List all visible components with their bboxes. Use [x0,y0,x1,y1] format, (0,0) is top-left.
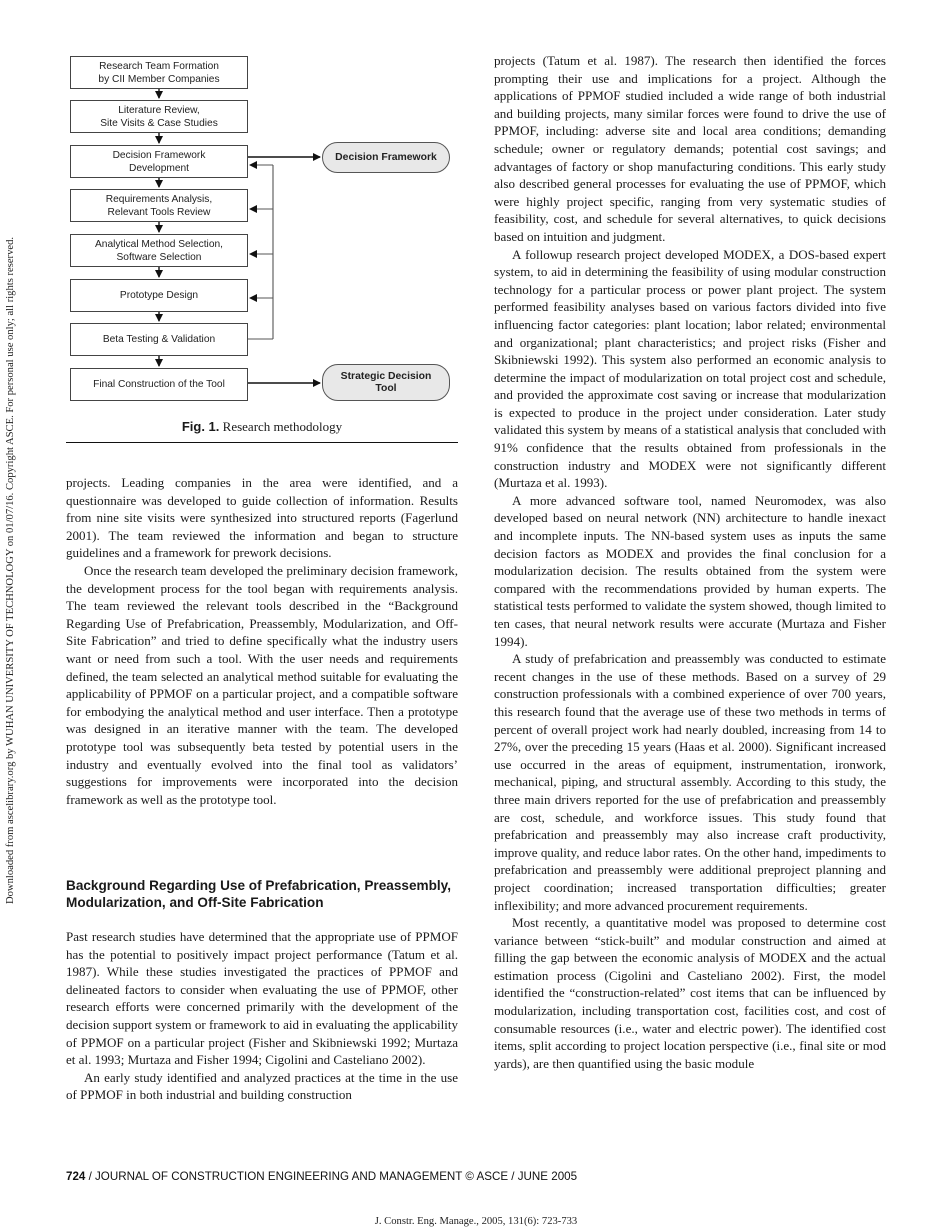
paragraph: Once the research team developed the preliminary decision framework, the development process for the tool began with requirements analysis. The team reviewed the relevant tools described in the “Background Regarding Use of Prefabrication, Preassembly, Modularization, and Off-Site Fabrication” and tried to define specifically what the industry users want or need from such a tool. With the user needs and requirements defined, the team selected an analytical method suitable for evaluating the applicability of PPMOF on a particular project, and a compatible software for embodying the analytical method and user interface. Then a prototype was designed in an iterative manner with the team. The developed prototype tool was subsequently beta tested by potential users in the industry and eventually evolved into the final tool as validators’ suggestions for improvements were incorporated into the decision framework as well as the prototype tool. [66,562,458,807]
flow-step-method-selection [70,234,248,267]
step-text: Beta Testing & Validation [102,334,216,345]
step-text: Literature Review, [118,104,200,116]
running-footer [66,1170,577,1183]
paragraph: projects. Leading companies in the area were identified, and a questionnaire was developed to guide collection of information. Results from nine site visits were synthesized into structured reports (Fagerlund 2001). The team reviewed the information and began to structure guidelines and a framework for prework decisions. [66,475,458,561]
step-text: Relevant Tools Review [107,206,211,218]
paragraph: A more advanced software tool, named Neuromodex, was also developed based on neural network (NN) architecture to handle inexact and incomplete inputs. The NN-based system uses as inputs the same decision factors as MODEX and provides the final conclusion for a modularization decision. The results obtained from the system were compared with the recommendations provided by human experts. The statistical tests performed to validate the system showed, though limited to ten cases, that neural network results were accurate (Murtaza and Fisher 1994). [494,492,886,649]
flow-step-team-formation [70,56,248,89]
paragraph: An early study identified and analyzed practices at the time in the use of PPMOF in both industrial and building construction [66,1069,458,1103]
flow-step-decision-framework-development [70,145,248,178]
section-heading: Background Regarding Use of Prefabrication, Preassembly, Modularization, and Off-Site Fabrication [66,878,452,910]
paragraph: A study of prefabrication and preassembly was conducted to estimate recent changes in the use of these methods. Based on a survey of 29 construction professionals with a combined experience of over 700 years, this research found that the average use of these two methods in terms of percent of overall project work had nearly doubled, increasing from 14 to 27%, over the preceding 15 years (Haas et al. 2000). Significant increased use occurred in the areas of equipment, instrumentation, ironwork, mechanical, piping, and structural assembly. According to this study, the three main drivers reported for the use of prefabrication and preassembly are cost, schedule, and workforce issues. This study found that prefabrication and preassembly may also increase craft productivity, improve quality, and reduce labor rates. On the other hand, impediments to prefabrication and preassembly were additional preproject planning and project coordination; increased transportation difficulties; greater inflexibility; and more advanced procurement requirements. [494,651,886,913]
figure-divider [66,442,458,443]
step-text: Development [128,162,190,174]
left-column-body [66,474,458,808]
step-text: by CII Member Companies [98,73,220,85]
output-decision-framework [322,142,450,173]
step-text: Research Team Formation [99,60,219,72]
left-column-section [66,877,458,1104]
figure-label: Fig. 1. [181,419,220,434]
journal-running-title: / JOURNAL OF CONSTRUCTION ENGINEERING AND MANAGEMENT © ASCE / JUNE 2005 [85,1170,578,1183]
flow-step-literature-review [70,100,248,133]
paragraph: Most recently, a quantitative model was proposed to determine cost variance between “stick-built” and modular construction and aimed at filling the gap between the economic analysis of MODEX and the actual estimation process (Cigolini and Casteliano 2002). First, the model identified the “construction-related” cost items that can be influenced by modularization, including transportation cost, facilities cost, and cost of consumable resources (i.e., water and electric power). The identified cost items, split according to project location perspective (i.e., final site or mod yards), are then quantified using the basic module [494,915,886,1071]
figure-caption [66,419,458,435]
step-text: Requirements Analysis, [105,193,213,205]
paragraph: A followup research project developed MODEX, a DOS-based expert system, to aid in determining the feasibility of using modular construction technology for a particular process or power plant project. The system performed feasibility analyses based on various factors divided into five influencing factor categories: plant location; labor related; environmental and organizational; plant characteristics; and project risks (Fisher and Skibniewski 1992). This system also performed an economic analysis to determine the impact of modularization on total project cost and schedule, and provided the approximate cost saving or increase that modularization is expected to produce in the project under consideration. Later study validated this system by means of a statistical analysis that concluded with 91% confidence that the results obtained from professionals in the construction industry and MODEX were not significantly different (Murtaza et al. 1993). [494,246,886,491]
paragraph: Past research studies have determined that the appropriate use of PPMOF has the potential to positively impact project performance (Tatum et al. 1987). While these studies investigated the practices of PPMOF and delineated factors to consider when evaluating the use of PPMOF, other research efforts were concerned primarily with the development of the decision support system or framework to aid in evaluating the applicability of PPMOF on a particular project (Fisher and Skibniewski 1992; Murtaza et al. 1993; Murtaza and Fisher 1994; Cigolini and Casteliano 2002). [66,929,458,1068]
flow-step-prototype-design [70,279,248,312]
output-strategic-decision-tool [322,364,450,401]
figure-research-methodology [66,52,458,442]
flow-step-beta-testing [70,323,248,356]
output-text: Tool [375,382,397,394]
step-text: Software Selection [116,251,202,263]
download-notice-text: Downloaded from ascelibrary.org by WUHAN UNIVERSITY OF TECHNOLOGY on 01/07/16. Copyright ASCE. For personal use only; all rights reserved. [5,236,17,904]
step-text: Site Visits & Case Studies [100,117,218,129]
step-text: Prototype Design [119,290,199,301]
step-text: Decision Framework [112,149,206,161]
flow-step-requirements-analysis [70,189,248,222]
flow-step-final-construction [70,368,248,401]
download-notice [2,40,20,1100]
right-column-body [494,52,886,1072]
output-text: Strategic Decision [340,370,432,382]
step-text: Final Construction of the Tool [93,379,225,390]
step-text: Analytical Method Selection, [95,238,223,250]
page-number: 724 [66,1170,86,1183]
citation-line: J. Constr. Eng. Manage., 2005, 131(6): 723-733 [374,1216,578,1227]
output-text: Decision Framework [335,151,437,163]
paragraph: projects (Tatum et al. 1987). The research then identified the forces prompting their use and implications for a project. Although the applications of PPMOF studied included a wide range of both industrial and building projects, many similar forces were found to drive the use of PPMOF, including: adverse site and local area conditions; demanding schedule; owner or regulatory demands; potential cost savings; and advantages of factory or shop manufacturing conditions. This early study also described general processes for evaluating the use of PPMOF, which were highly project specific, ranging from very systematic studies of feasibility, cost, and schedule for several alternatives, to quick decisions based on intuition and judgment. [494,53,886,244]
figure-caption-text: Research methodology [222,419,343,434]
